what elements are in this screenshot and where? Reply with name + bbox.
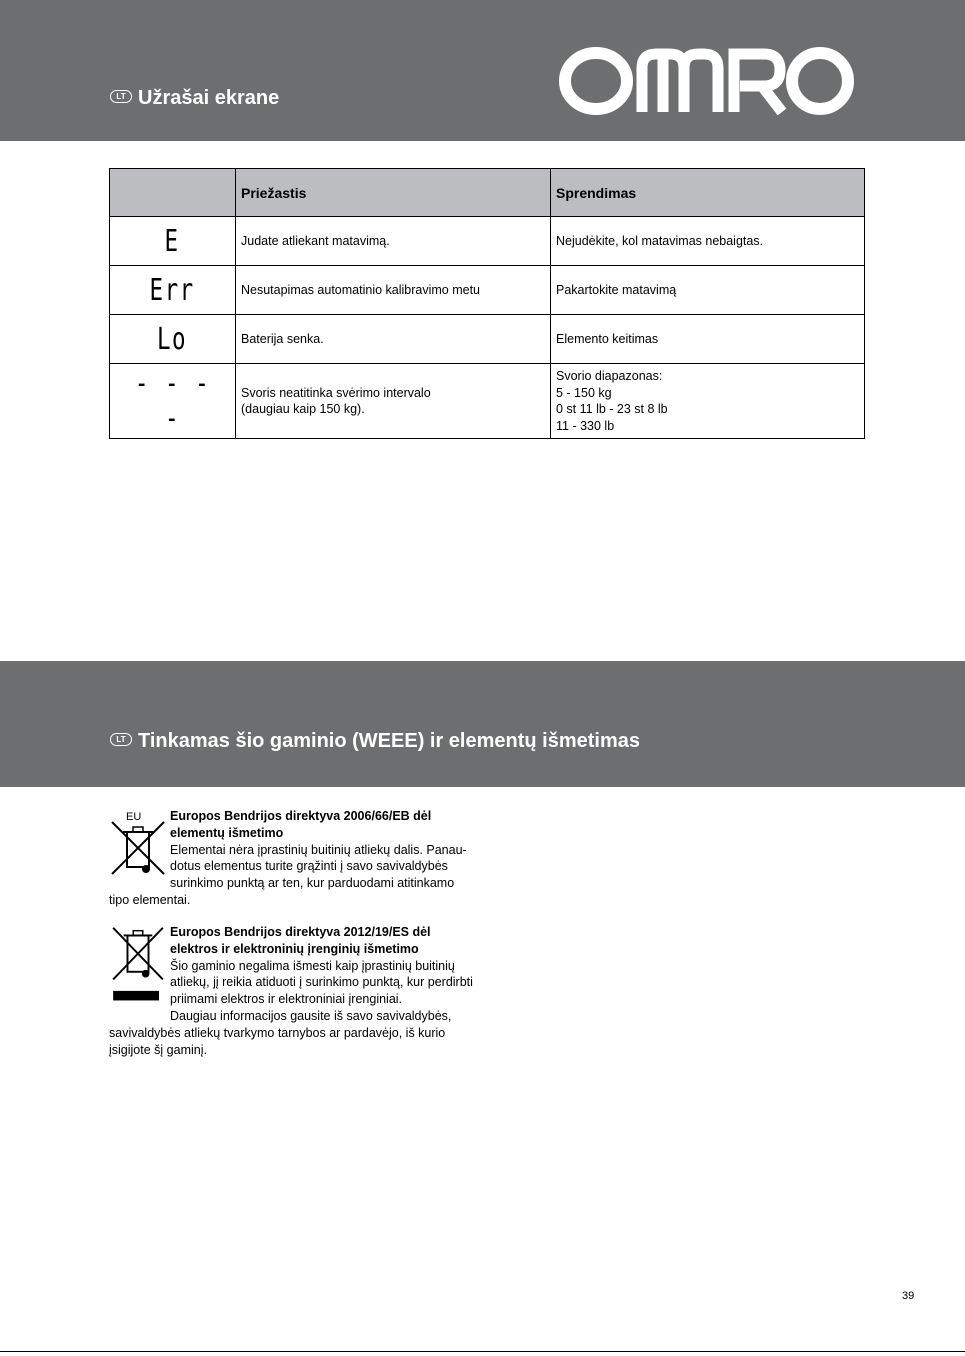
display-symbol: - - - - bbox=[110, 364, 236, 439]
cause-cell: Baterija senka. bbox=[236, 315, 551, 364]
battery-directive-block bbox=[109, 808, 484, 909]
directive-text: priimami elektros ir elektroniniai įrenginiai. bbox=[170, 992, 403, 1007]
solution-cell: Svorio diapazonas: 5 - 150 kg 0 st 11 lb - 23 st 8 lb 11 - 330 lb bbox=[551, 364, 865, 439]
page-title bbox=[110, 87, 279, 110]
table-row bbox=[110, 364, 865, 439]
section-title bbox=[110, 730, 640, 753]
page-title-text: Užrašai ekrane bbox=[138, 87, 280, 109]
directive-title: elementų išmetimo bbox=[170, 825, 284, 840]
directive-text: Šio gaminio negalima išmesti kaip įprastinių buitinių bbox=[170, 958, 455, 973]
section-title-text: Tinkamas šio gaminio (WEEE) ir elementų išmetimas bbox=[138, 730, 641, 752]
table-row bbox=[110, 315, 865, 364]
cause-cell: Svoris neatitinka svėrimo intervalo (daugiau kaip 150 kg). bbox=[236, 364, 551, 439]
omron-logo bbox=[558, 46, 880, 116]
directive-title: elektros ir elektroninių įrenginių išmetimo bbox=[170, 941, 419, 956]
directive-text: Daugiau informacijos gausite iš savo savivaldybės, bbox=[170, 1008, 452, 1023]
table-row bbox=[110, 217, 865, 266]
directive-text: Elementai nėra įprastinių buitinių atliekų dalis. Panau- bbox=[170, 842, 467, 857]
directive-text: surinkimo punktą ar ten, kur parduodami atitinkamo bbox=[170, 876, 455, 891]
display-messages-table bbox=[109, 168, 865, 439]
solution-cell: Elemento keitimas bbox=[551, 315, 865, 364]
bottom-rule bbox=[0, 1351, 965, 1352]
page-number: 39 bbox=[902, 1290, 915, 1302]
solution-cell: Nejudėkite, kol matavimas nebaigtas. bbox=[551, 217, 865, 266]
display-symbol: Lo bbox=[110, 315, 236, 364]
solution-cell: Pakartokite matavimą bbox=[551, 266, 865, 315]
directive-text: dotus elementus turite grąžinti į savo savivaldybės bbox=[170, 859, 448, 874]
directive-title: Europos Bendrijos direktyva 2006/66/EB dėl bbox=[170, 809, 432, 823]
eu-label: EU bbox=[126, 811, 142, 823]
header-band bbox=[0, 0, 965, 141]
cause-cell: Judate atliekant matavimą. bbox=[236, 217, 551, 266]
directive-text: atliekų, jį reikia atiduoti į surinkimo punktą, kur perdirbti bbox=[170, 975, 473, 990]
directive-text: tipo elementai. bbox=[109, 892, 191, 907]
weee-directive-block bbox=[109, 924, 484, 1058]
language-badge: LT bbox=[110, 733, 132, 746]
crossed-bin-icon bbox=[109, 808, 167, 878]
directive-text: įsigijote šį gaminį. bbox=[109, 1042, 207, 1057]
section-band bbox=[0, 661, 965, 787]
table-header-cause: Priežastis bbox=[236, 169, 551, 217]
crossed-bin-bar-icon bbox=[109, 924, 167, 1010]
cause-cell: Nesutapimas automatinio kalibravimo metu bbox=[236, 266, 551, 315]
display-symbol: Err bbox=[110, 266, 236, 315]
table-row bbox=[110, 266, 865, 315]
table-header-solution: Sprendimas bbox=[551, 169, 865, 217]
table-header-symbol bbox=[110, 169, 236, 217]
display-symbol: E bbox=[110, 217, 236, 266]
directive-title: Europos Bendrijos direktyva 2012/19/ES dėl bbox=[170, 925, 431, 939]
directive-text: savivaldybės atliekų tvarkymo tarnybos ar pardavėjo, iš kurio bbox=[109, 1025, 446, 1040]
language-badge: LT bbox=[110, 90, 132, 103]
